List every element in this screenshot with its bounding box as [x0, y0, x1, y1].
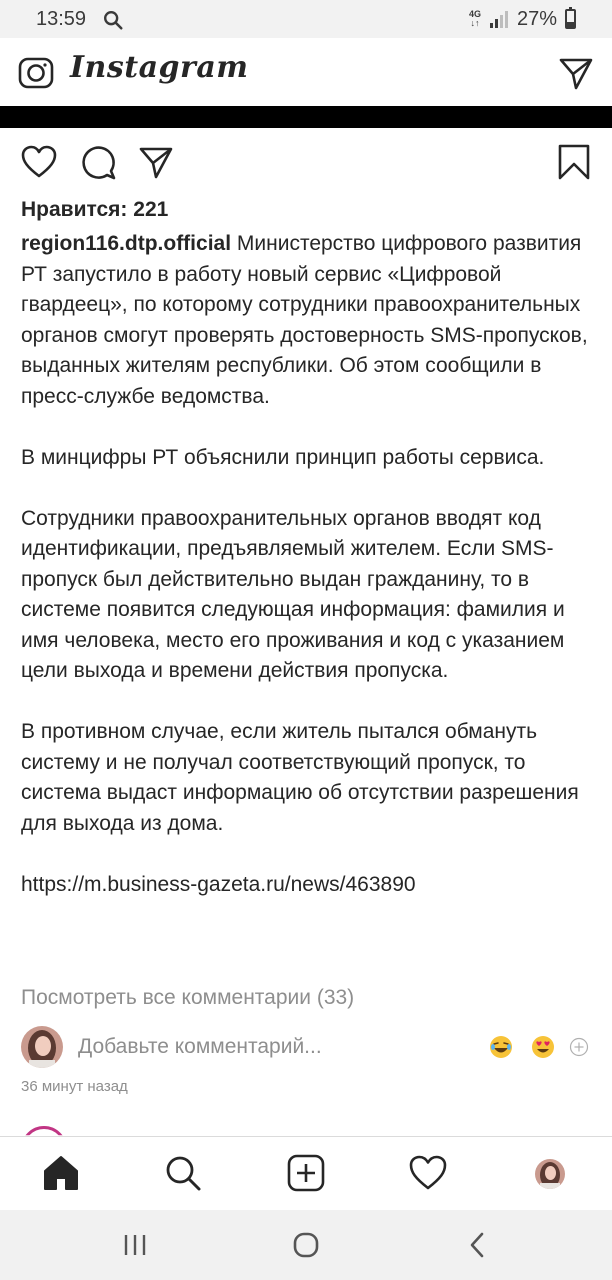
bottom-navigation [0, 1136, 612, 1210]
instagram-logo: Instagram [70, 50, 249, 85]
status-time: 13:59 [36, 8, 87, 30]
comment-icon[interactable] [80, 144, 116, 180]
home-icon[interactable] [42, 1154, 80, 1192]
share-icon[interactable] [138, 144, 174, 180]
recent-apps-icon[interactable] [120, 1230, 150, 1260]
bookmark-icon[interactable] [556, 144, 592, 180]
emoji-heart-eyes[interactable] [531, 1035, 555, 1059]
caption-paragraph [21, 229, 596, 412]
heart-icon[interactable] [21, 144, 57, 180]
caption-paragraph: Сотрудники правоохранительных органов вводят код идентификации, предъявляемый жителем. Если SMS-пропуск был действительно выдан гражданину, то в системе появится следующая информация: фамилия и имя человека, место его проживания и код с указанием цели выхода и времени действия пропуска. [21, 506, 565, 682]
post-media[interactable] [0, 106, 612, 128]
signal-icon [489, 9, 509, 29]
network-type-label: 4G [468, 9, 481, 19]
add-comment-row [0, 1024, 612, 1072]
post-action-bar [0, 138, 612, 188]
activity-heart-icon[interactable] [409, 1154, 447, 1192]
back-icon[interactable] [463, 1230, 493, 1260]
caption-text: Министерство цифрового развития РТ запустило в работу новый сервис «Цифровой гвардеец», по которому сотрудники правоохранительных органов смогут проверять достоверность SMS-пропусков, выданных жителям республики. Об этом сообщили в пресс-службе ведомства. [21, 232, 588, 408]
direct-message-icon[interactable] [558, 55, 594, 91]
search-icon[interactable] [164, 1154, 202, 1192]
status-indicators [469, 7, 576, 31]
system-navigation-bar [0, 1210, 612, 1280]
post-username[interactable]: region116.dtp.official [21, 232, 232, 255]
post-timestamp: 36 минут назад [21, 1078, 128, 1095]
battery-icon [565, 9, 576, 29]
home-circle-icon[interactable] [291, 1230, 321, 1260]
caption-link[interactable]: https://m.business-gazeta.ru/news/463890 [21, 872, 416, 896]
status-bar [0, 0, 612, 38]
camera-icon[interactable] [18, 55, 54, 91]
heart-eyes-emoji-icon [531, 1035, 555, 1059]
laughing-emoji-icon [489, 1035, 513, 1059]
add-post-icon[interactable] [287, 1154, 325, 1192]
profile-avatar[interactable] [535, 1159, 565, 1189]
caption-paragraph: В минцифры РТ объяснили принцип работы сервиса. [21, 445, 545, 469]
likes-count[interactable]: Нравится: 221 [21, 198, 169, 221]
network-activity-arrows: ↓↑ [470, 18, 480, 28]
emoji-laughing[interactable] [489, 1035, 513, 1059]
app-header [0, 38, 612, 108]
search-icon [102, 9, 124, 31]
caption-paragraph: В противном случае, если житель пытался обмануть систему и не получал соответствующий пропуск, то система выдаст информацию об отсутствии разрешения для выхода из дома. [21, 720, 579, 835]
network-type [469, 10, 481, 28]
view-all-comments-link[interactable]: Посмотреть все комментарии (33) [21, 986, 355, 1009]
post-caption [21, 229, 596, 900]
user-avatar [21, 1026, 63, 1068]
battery-percent: 27% [516, 7, 557, 30]
comment-input[interactable]: Добавьте комментарий... [78, 1035, 322, 1058]
add-more-emoji-icon[interactable] [569, 1037, 589, 1057]
